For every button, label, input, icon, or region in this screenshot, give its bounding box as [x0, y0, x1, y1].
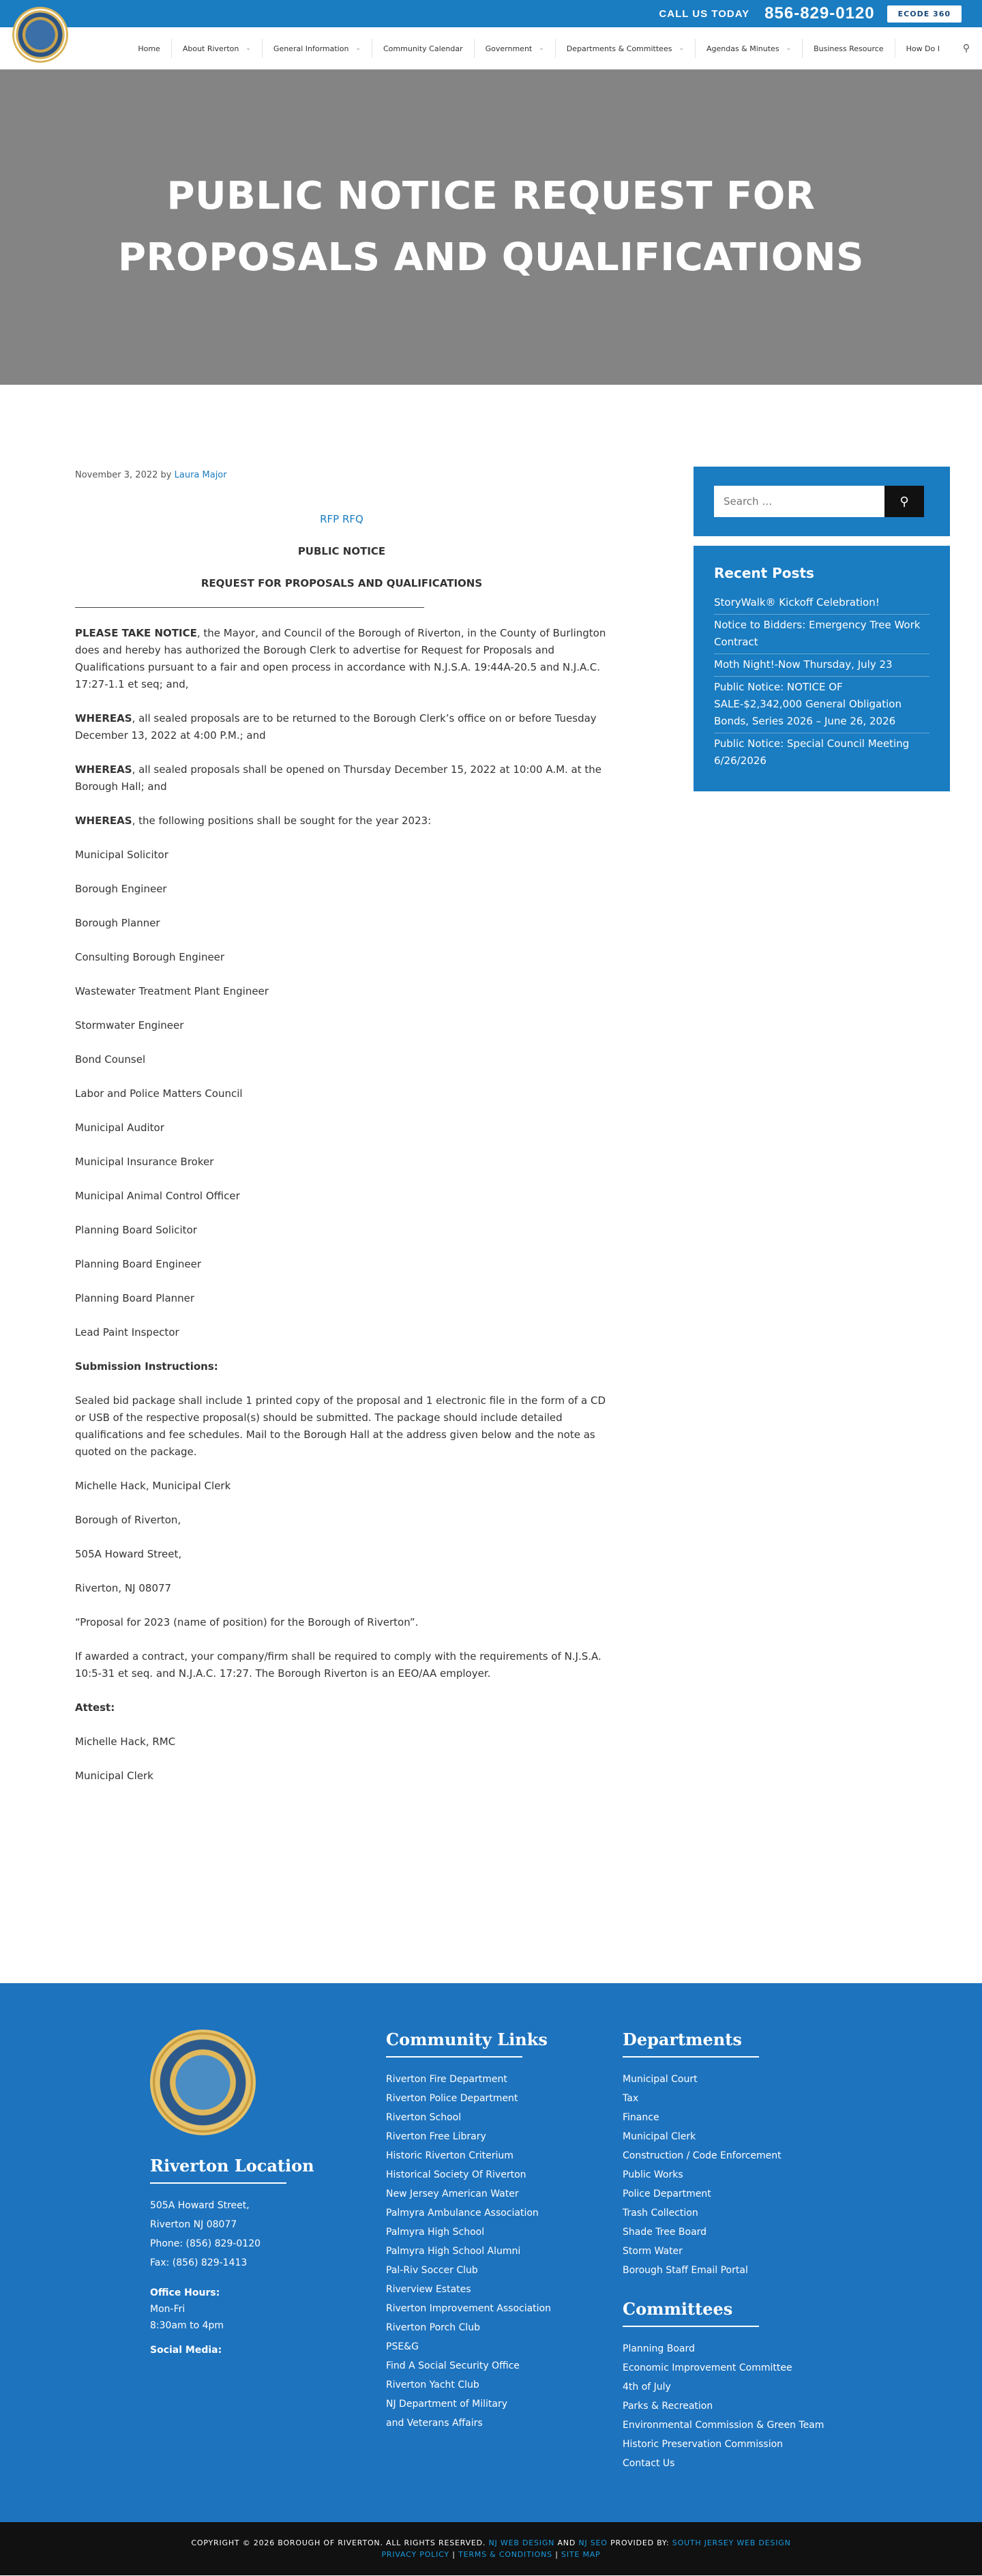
recent-posts-widget — [694, 546, 950, 791]
attest-heading-text: Attest: — [75, 1701, 115, 1714]
notice-paragraph — [75, 625, 608, 693]
divider — [75, 607, 424, 608]
notice-heading: PUBLIC NOTICE — [297, 545, 386, 557]
committee-link[interactable]: Contact Us — [623, 2458, 675, 2469]
sidebar — [694, 467, 950, 1983]
position-item: Bond Counsel — [75, 1053, 146, 1066]
whereas-paragraph-2 — [75, 761, 608, 795]
position-item: Borough Engineer — [75, 883, 167, 895]
committee-link[interactable]: Historic Preservation Commission — [623, 2439, 784, 2450]
office-hours-heading: Office Hours: — [150, 2287, 220, 2298]
nav-item-label: Departments & Committees — [566, 44, 672, 53]
notice-lead: PLEASE TAKE NOTICE — [75, 627, 197, 639]
nav-item-community-calendar[interactable] — [372, 39, 474, 58]
footer-community-column — [386, 2030, 551, 2433]
community-link[interactable]: Historical Society Of Riverton — [386, 2169, 526, 2180]
recent-posts-title: Recent Posts — [714, 565, 814, 581]
community-link[interactable]: Palmyra High School Alumni — [386, 2246, 521, 2257]
department-link[interactable]: Borough Staff Email Portal — [623, 2265, 748, 2276]
phone-number-link[interactable]: 856-829-0120 — [764, 4, 875, 23]
address-line: 505A Howard Street, — [75, 1548, 182, 1560]
position-item: Borough Planner — [75, 917, 160, 929]
nj-seo-link[interactable]: NJ SEO — [578, 2538, 608, 2547]
attest-title: Municipal Clerk — [75, 1770, 153, 1782]
recent-post-link[interactable]: StoryWalk® Kickoff Celebration! — [714, 592, 929, 615]
borough-seal-logo[interactable] — [12, 7, 68, 63]
department-link[interactable]: Police Department — [623, 2189, 711, 2199]
departments-heading: Departments — [623, 2030, 742, 2049]
submission-text: Sealed bid package shall include 1 printed copy of the proposal and 1 electronic file in the form of a CD or USB of the respective proposal(s) should be submitted. The package should include detailed qualifications and fee schedules. Mail to the Borough Hall at the address given below and the note as quoted on the package. — [75, 1394, 606, 1458]
nav-item-general-information[interactable] — [262, 39, 372, 58]
nav-item-how-do-i[interactable] — [895, 39, 951, 58]
committee-link[interactable]: 4th of July — [623, 2382, 671, 2392]
nav-item-label: Government — [485, 44, 533, 53]
separator: | — [452, 2550, 456, 2559]
recent-posts-list — [714, 592, 929, 772]
community-link[interactable]: Riverton Police Department — [386, 2093, 518, 2104]
department-link[interactable]: Finance — [623, 2112, 659, 2123]
copyright-bar — [0, 2522, 982, 2575]
heading-underline — [623, 2056, 759, 2058]
committees-list — [623, 2339, 824, 2473]
nav-item-label: Business Resource — [814, 44, 884, 53]
position-item: Planning Board Planner — [75, 1292, 195, 1304]
and-text: AND — [557, 2538, 576, 2547]
south-jersey-web-design-link[interactable]: SOUTH JERSEY WEB DESIGN — [672, 2538, 791, 2547]
committee-link[interactable]: Parks & Recreation — [623, 2401, 713, 2412]
department-link[interactable]: Shade Tree Board — [623, 2227, 707, 2238]
whereas-text: , all sealed proposals shall be opened on Thursday December 15, 2022 at 10:00 A.M. at the Borough Hall; and — [75, 763, 602, 793]
provided-by-text: PROVIDED BY: — [610, 2538, 670, 2547]
position-item: Lead Paint Inspector — [75, 1326, 179, 1338]
department-link[interactable]: Tax — [623, 2093, 639, 2104]
post-body — [75, 467, 608, 1983]
separator: | — [555, 2550, 559, 2559]
page-title: PUBLIC NOTICE REQUEST FOR PROPOSALS AND QUALIFICATIONS — [117, 174, 865, 280]
nav-item-label: General Information — [273, 44, 349, 53]
content-area — [0, 385, 982, 1983]
community-link[interactable]: Riverton Porch Club — [386, 2322, 481, 2333]
community-link[interactable]: and Veterans Affairs — [386, 2418, 483, 2429]
position-item: Municipal Auditor — [75, 1122, 164, 1134]
community-link[interactable]: Riverton Fire Department — [386, 2074, 507, 2085]
copyright-line — [191, 2538, 790, 2547]
nj-web-design-link[interactable]: NJ WEB DESIGN — [488, 2538, 555, 2547]
community-link[interactable]: Palmyra Ambulance Association — [386, 2208, 539, 2219]
submission-heading-text: Submission Instructions: — [75, 1360, 218, 1373]
whereas-paragraph-1 — [75, 710, 608, 744]
nav-item-label: About Riverton — [182, 44, 239, 53]
department-link[interactable]: Municipal Court — [623, 2074, 698, 2085]
whereas-text: , the following positions shall be sought for the year 2023: — [132, 815, 432, 827]
whereas-lead: WHEREAS — [75, 815, 132, 827]
office-hours-time: 8:30am to 4pm — [150, 2320, 224, 2331]
privacy-policy-link[interactable]: PRIVACY POLICY — [381, 2550, 449, 2559]
whereas-lead: WHEREAS — [75, 763, 132, 776]
heading-underline — [150, 2182, 286, 2184]
community-link[interactable]: Riverton Improvement Association — [386, 2303, 551, 2314]
office-hours-days: Mon-Fri — [150, 2304, 185, 2315]
nav-item-business-resource[interactable] — [802, 39, 894, 58]
committees-heading: Committees — [623, 2299, 733, 2319]
chevron-down-icon: ⌄ — [786, 45, 792, 52]
submission-heading — [75, 1358, 608, 1375]
nav-item-agendas-minutes[interactable] — [695, 39, 802, 58]
nav-item-home[interactable] — [127, 39, 170, 58]
nav-item-label: Community Calendar — [383, 44, 463, 53]
footer-fax: Fax: (856) 829-1413 — [150, 2257, 248, 2268]
search-icon[interactable]: ⚲ — [962, 43, 970, 54]
recent-post-link[interactable]: Public Notice: Special Council Meeting 6/26/2026 — [714, 737, 910, 767]
legal-links — [382, 2550, 601, 2559]
chevron-down-icon: ⌄ — [246, 45, 251, 52]
post-meta — [75, 467, 608, 484]
community-link[interactable]: Riverton Yacht Club — [386, 2380, 479, 2390]
community-links-list — [386, 2070, 551, 2433]
heading-underline — [386, 2056, 522, 2058]
contract-text: If awarded a contract, your company/firm shall be required to comply with the requirements of N.J.S.A. 10:5-31 et seq. and N.J.A.C. 17:27. The Borough Riverton is an EEO/AA employer. — [75, 1650, 601, 1680]
chevron-down-icon: ⌄ — [539, 45, 544, 52]
chevron-down-icon: ⌄ — [355, 45, 361, 52]
department-link[interactable]: Construction / Code Enforcement — [623, 2150, 782, 2161]
heading-underline — [623, 2326, 759, 2327]
site-map-link[interactable]: SITE MAP — [561, 2550, 601, 2559]
nav-item-government[interactable] — [474, 39, 555, 58]
page-hero — [0, 70, 982, 385]
nav-item-departments-committees[interactable] — [555, 39, 695, 58]
community-link[interactable]: Palmyra High School — [386, 2227, 485, 2238]
nav-item-label: Home — [138, 44, 160, 53]
footer-location-column — [150, 2030, 314, 2358]
community-link[interactable]: PSE&G — [386, 2341, 419, 2352]
community-link[interactable]: Pal-Riv Soccer Club — [386, 2265, 478, 2276]
whereas-paragraph-3 — [75, 813, 608, 830]
department-link[interactable]: Public Works — [623, 2169, 683, 2180]
nav-item-about-riverton[interactable] — [171, 39, 262, 58]
nav-item-label: How Do I — [906, 44, 940, 53]
community-links-heading: Community Links — [386, 2030, 548, 2049]
top-bar — [0, 0, 982, 27]
ecode-360-button[interactable]: ECODE 360 — [887, 5, 962, 23]
committee-link[interactable]: Planning Board — [623, 2343, 695, 2354]
position-item: Municipal Insurance Broker — [75, 1156, 214, 1168]
position-item: Municipal Animal Control Officer — [75, 1190, 240, 1202]
search-input[interactable] — [714, 486, 884, 517]
position-item: Wastewater Treatment Plant Engineer — [75, 985, 269, 997]
position-item: Stormwater Engineer — [75, 1019, 184, 1031]
departments-list — [623, 2070, 824, 2280]
search-icon: ⚲ — [899, 494, 909, 509]
address-line-1: 505A Howard Street, — [150, 2200, 250, 2211]
department-link[interactable]: Trash Collection — [623, 2208, 698, 2219]
address-line: Borough of Riverton, — [75, 1514, 181, 1526]
whereas-text: , all sealed proposals are to be returned to the Borough Clerk’s office on or before Tuesday December 13, 2022 at 4:00 P.M.; and — [75, 712, 597, 742]
address-line: Riverton, NJ 08077 — [75, 1582, 172, 1594]
community-link[interactable]: Find A Social Security Office — [386, 2360, 520, 2371]
position-item: Consulting Borough Engineer — [75, 951, 225, 963]
community-link[interactable]: Historic Riverton Criterium — [386, 2150, 514, 2161]
position-item: Labor and Police Matters Council — [75, 1087, 243, 1100]
community-link[interactable]: NJ Department of Military — [386, 2399, 508, 2410]
social-media-heading: Social Media: — [150, 2345, 222, 2356]
position-item: Planning Board Solicitor — [75, 1224, 197, 1236]
rfp-rfq-link[interactable]: RFP RFQ — [320, 513, 363, 525]
community-link[interactable]: Riverview Estates — [386, 2284, 471, 2295]
position-item: Municipal Solicitor — [75, 849, 168, 861]
nav-item-label: Agendas & Minutes — [706, 44, 779, 53]
post-by: by — [160, 470, 172, 480]
terms-conditions-link[interactable]: TERMS & CONDITIONS — [458, 2550, 552, 2559]
copyright-text: COPYRIGHT © 2026 BOROUGH OF RIVERTON. ALL RIGHTS RESERVED. — [191, 2538, 486, 2547]
footer — [0, 1983, 982, 2522]
attest-heading — [75, 1699, 608, 1716]
committee-link[interactable]: Environmental Commission & Green Team — [623, 2420, 824, 2431]
notice-text: , the Mayor, and Council of the Borough of Riverton, in the County of Burlington does and hereby has authorized the Borough Clerk to advertise for Request for Proposals and Qualifications pursuant to a fair and open process in accordance with N.J.S.A. 19:44A-20.5 and N.J.A.C. 17:27-1.1 et seq; and, — [75, 627, 606, 690]
recent-post-link[interactable]: Public Notice: NOTICE OF SALE-$2,342,000 General Obligation Bonds, Series 2026 – June 26, 2026 — [714, 677, 929, 733]
call-us-label: CALL US TODAY — [659, 8, 750, 20]
address-line-2: Riverton NJ 08077 — [150, 2219, 237, 2230]
post-author-link[interactable]: Laura Major — [174, 470, 227, 480]
department-link[interactable]: Storm Water — [623, 2246, 683, 2257]
rfq-heading: REQUEST FOR PROPOSALS AND QUALIFICATIONS — [200, 577, 483, 589]
search-form — [714, 486, 929, 517]
community-link[interactable]: New Jersey American Water — [386, 2189, 519, 2199]
main-navigation — [0, 27, 982, 70]
community-link[interactable]: Riverton School — [386, 2112, 462, 2123]
whereas-lead: WHEREAS — [75, 712, 132, 724]
positions-list — [75, 847, 608, 1341]
position-item: Planning Board Engineer — [75, 1258, 202, 1270]
recent-post-link[interactable]: Notice to Bidders: Emergency Tree Work Contract — [714, 615, 929, 654]
address-line: Michelle Hack, Municipal Clerk — [75, 1480, 231, 1492]
post-date: November 3, 2022 — [75, 470, 158, 480]
proposal-quote: “Proposal for 2023 (name of position) for the Borough of Riverton”. — [75, 1616, 419, 1628]
footer-departments-column — [623, 2030, 824, 2473]
search-widget — [694, 467, 950, 536]
footer-seal-logo — [150, 2030, 256, 2135]
attest-name: Michelle Hack, RMC — [75, 1736, 176, 1748]
recent-post-link[interactable]: Moth Night!-Now Thursday, July 23 — [714, 654, 929, 677]
footer-phone[interactable]: Phone: (856) 829-0120 — [150, 2238, 261, 2249]
committee-link[interactable]: Economic Improvement Committee — [623, 2362, 792, 2373]
search-button[interactable] — [884, 486, 924, 517]
address-block — [75, 1478, 608, 1597]
department-link[interactable]: Municipal Clerk — [623, 2131, 696, 2142]
community-link[interactable]: Riverton Free Library — [386, 2131, 486, 2142]
location-heading: Riverton Location — [150, 2156, 314, 2176]
nav-menu — [127, 27, 982, 70]
chevron-down-icon: ⌄ — [679, 45, 684, 52]
